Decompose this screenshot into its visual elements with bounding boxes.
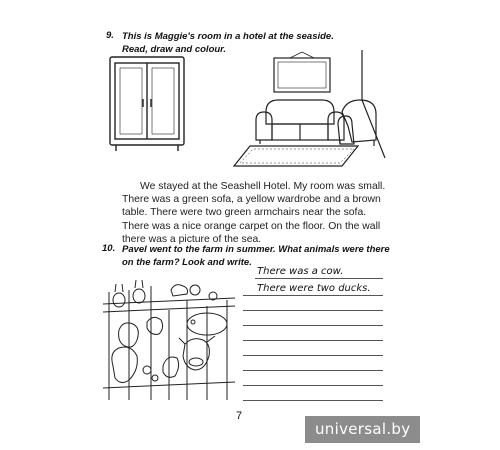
answer-line-3[interactable] [243, 310, 383, 311]
story-line-2: There was a green sofa, a yellow wardrobe and a brown [122, 194, 381, 206]
answer-1: There was a cow. [257, 266, 344, 277]
task-9-line-1: This is Maggie's room in a hotel at the seaside. [122, 31, 334, 42]
story-text [122, 180, 385, 246]
story-line-5: there was a picture of the sea. [122, 233, 262, 245]
task-9-number: 9. [106, 30, 114, 41]
farm-animals-icon [103, 270, 235, 402]
answer-line-2 [243, 295, 383, 296]
wardrobe-icon [108, 55, 188, 155]
task-10-line-2: on the farm? Look and write. [122, 257, 252, 268]
answer-line-7[interactable] [243, 370, 383, 371]
answer-line-9[interactable] [243, 400, 383, 401]
room-furniture-icon [230, 50, 390, 175]
watermark-label: universal.by [305, 416, 420, 443]
answer-line-6[interactable] [243, 355, 383, 356]
answer-line-1 [255, 278, 383, 279]
answer-line-8[interactable] [243, 385, 383, 386]
page-number: 7 [236, 410, 243, 422]
task-10-number: 10. [102, 243, 116, 254]
story-line-3: table. There were two green armchairs near the sofa. [122, 207, 367, 219]
story-line-1: We stayed at the Seashell Hotel. My room was small. [140, 181, 386, 192]
story-line-4: There was a nice orange carpet on the floor. On the wall [122, 220, 381, 232]
answer-line-5[interactable] [243, 340, 383, 341]
task-9-line-2: Read, draw and colour. [122, 44, 226, 55]
answer-2: There were two ducks. [257, 283, 371, 294]
task-10-line-1: Pavel went to the farm in summer. What animals were there [122, 244, 390, 255]
task-10-instruction [122, 243, 390, 269]
answer-line-4[interactable] [243, 325, 383, 326]
